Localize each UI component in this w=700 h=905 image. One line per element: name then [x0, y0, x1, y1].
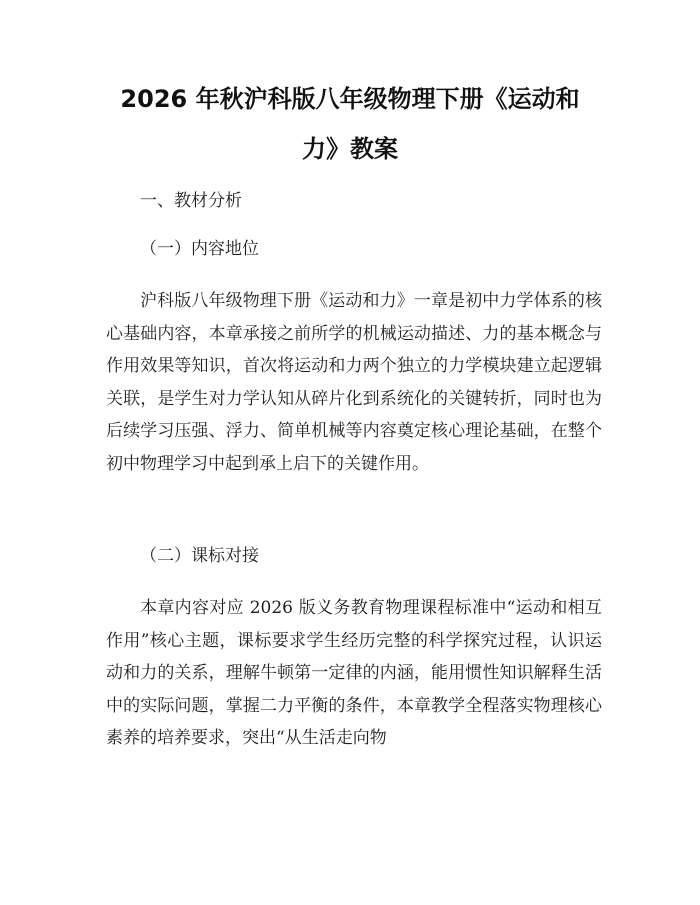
paragraph-curriculum-alignment: 本章内容对应 2026 版义务教育物理课程标准中“运动和相互作用”核心主题，课标要求学生经历完整的科学探究过程，认识运动和力的关系，理解牛顿第一定律的内涵，能用惯性知识解释生活中的实际问题，掌握二力平衡的条件，本章教学全程落实物理核心素养的培养要求，突出“从生活走向物 — [106, 598, 602, 748]
subsection-heading-curriculum-alignment: （二）课标对接 — [140, 546, 259, 566]
subsection-heading-content-position: （一）内容地位 — [140, 239, 259, 259]
document-title-line-1: 2026 年秋沪科版八年级物理下册《运动和 — [120, 85, 580, 113]
paragraph-content-position: 沪科版八年级物理下册《运动和力》一章是初中力学体系的核心基础内容，本章承接之前所学的机械运动描述、力的基本概念与作用效果等知识，首次将运动和力两个独立的力学模块建立起逻辑关联，是学生对力学认知从碎片化到系统化的关键转折，同时也为后续学习压强、浮力、简单机械等内容奠定核心理论基础，在整个初中物理学习中起到承上启下的关键作用。 — [106, 291, 602, 474]
document-title-line-2: 力》教案 — [302, 135, 398, 163]
section-heading-textbook-analysis: 一、教材分析 — [140, 191, 242, 211]
